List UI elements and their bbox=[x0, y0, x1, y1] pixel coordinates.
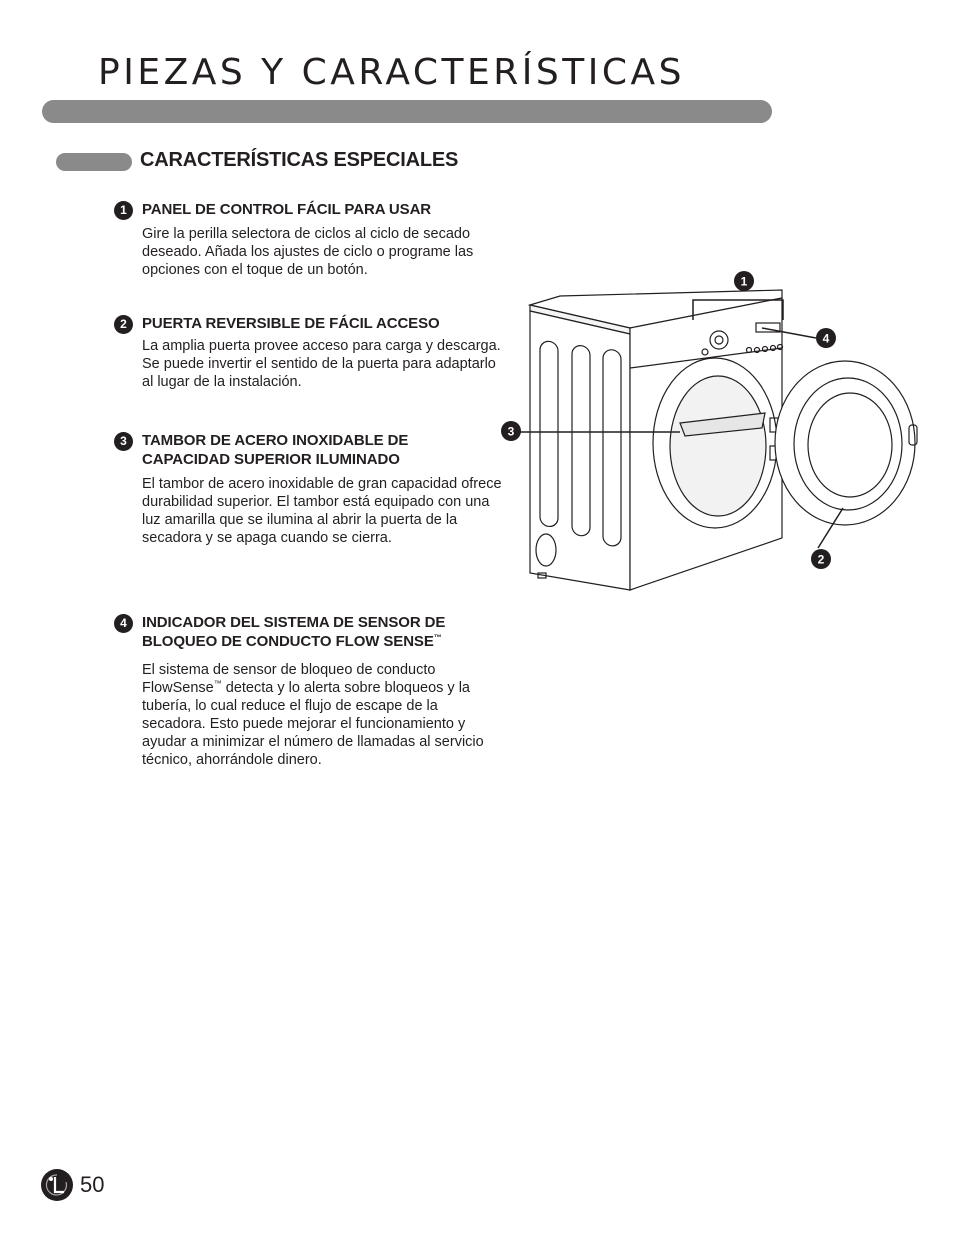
feature-number-badge: 2 bbox=[114, 315, 133, 334]
dryer-side-panel bbox=[530, 311, 630, 590]
feature-number-badge: 4 bbox=[114, 614, 133, 633]
feature-heading-text: INDICADOR DEL SISTEMA DE SENSOR DE BLOQUEO DE CONDUCTO FLOW SENSE bbox=[142, 614, 446, 650]
feature-description-part1: El sistema de sensor de bloqueo de conducto FlowSense bbox=[142, 662, 436, 696]
svg-text:4: 4 bbox=[822, 331, 830, 346]
svg-text:2: 2 bbox=[817, 552, 825, 567]
feature-flowsense-indicator bbox=[114, 613, 494, 769]
feature-heading: PUERTA REVERSIBLE DE FÁCIL ACCESO bbox=[142, 315, 440, 332]
feature-control-panel bbox=[114, 200, 494, 279]
section-pill bbox=[56, 153, 132, 171]
feature-stainless-drum bbox=[114, 431, 502, 547]
lg-logo-icon bbox=[40, 1168, 74, 1202]
drum-interior bbox=[670, 376, 766, 516]
feature-description bbox=[142, 661, 502, 769]
callout-1 bbox=[734, 271, 754, 291]
feature-heading: TAMBOR DE ACERO INOXIDABLE DE CAPACIDAD SUPERIOR ILUMINADO bbox=[142, 432, 409, 468]
dryer-illustration bbox=[500, 268, 940, 593]
open-door bbox=[775, 361, 915, 525]
section-title: CARACTERÍSTICAS ESPECIALES bbox=[140, 149, 459, 171]
trademark-mark: ™ bbox=[213, 679, 222, 689]
feature-description: La amplia puerta provee acceso para carga y descarga. Se puede invertir el sentido de la puerta para adaptarlo al lugar de la instalación. bbox=[142, 338, 501, 390]
trademark-mark: ™ bbox=[433, 633, 442, 642]
feature-reversible-door bbox=[114, 314, 501, 391]
feature-description: Gire la perilla selectora de ciclos al ciclo de secado deseado. Añada los ajustes de ciclo o programe las opciones con el toque de un botón. bbox=[142, 226, 474, 278]
svg-text:3: 3 bbox=[507, 424, 515, 439]
title-bar bbox=[42, 100, 772, 123]
feature-number-badge: 1 bbox=[114, 201, 133, 220]
feature-heading: PANEL DE CONTROL FÁCIL PARA USAR bbox=[142, 201, 432, 218]
feature-description: El tambor de acero inoxidable de gran capacidad ofrece durabilidad superior. El tambor está equipado con una luz amarilla que se ilumina al abrir la puerta de la secadora y se apaga cuando se cierra. bbox=[142, 476, 502, 546]
callout-3 bbox=[501, 421, 521, 441]
svg-text:1: 1 bbox=[740, 274, 748, 289]
page-title: PIEZAS Y CARACTERÍSTICAS bbox=[98, 52, 685, 93]
callout-4 bbox=[816, 328, 836, 348]
callout-2 bbox=[811, 549, 831, 569]
page-number: 50 bbox=[80, 1172, 105, 1197]
feature-number-badge: 3 bbox=[114, 432, 133, 451]
feature-description-part2: detecta y lo alerta sobre bloqueos y la tubería, lo cual reduce el flujo de escape de la secadora. Esto puede mejorar el funcionamiento y ayudar a minimizar el número de llamadas al servicio técnico, ahorrándole dinero. bbox=[142, 680, 484, 768]
feature-heading bbox=[142, 613, 494, 651]
